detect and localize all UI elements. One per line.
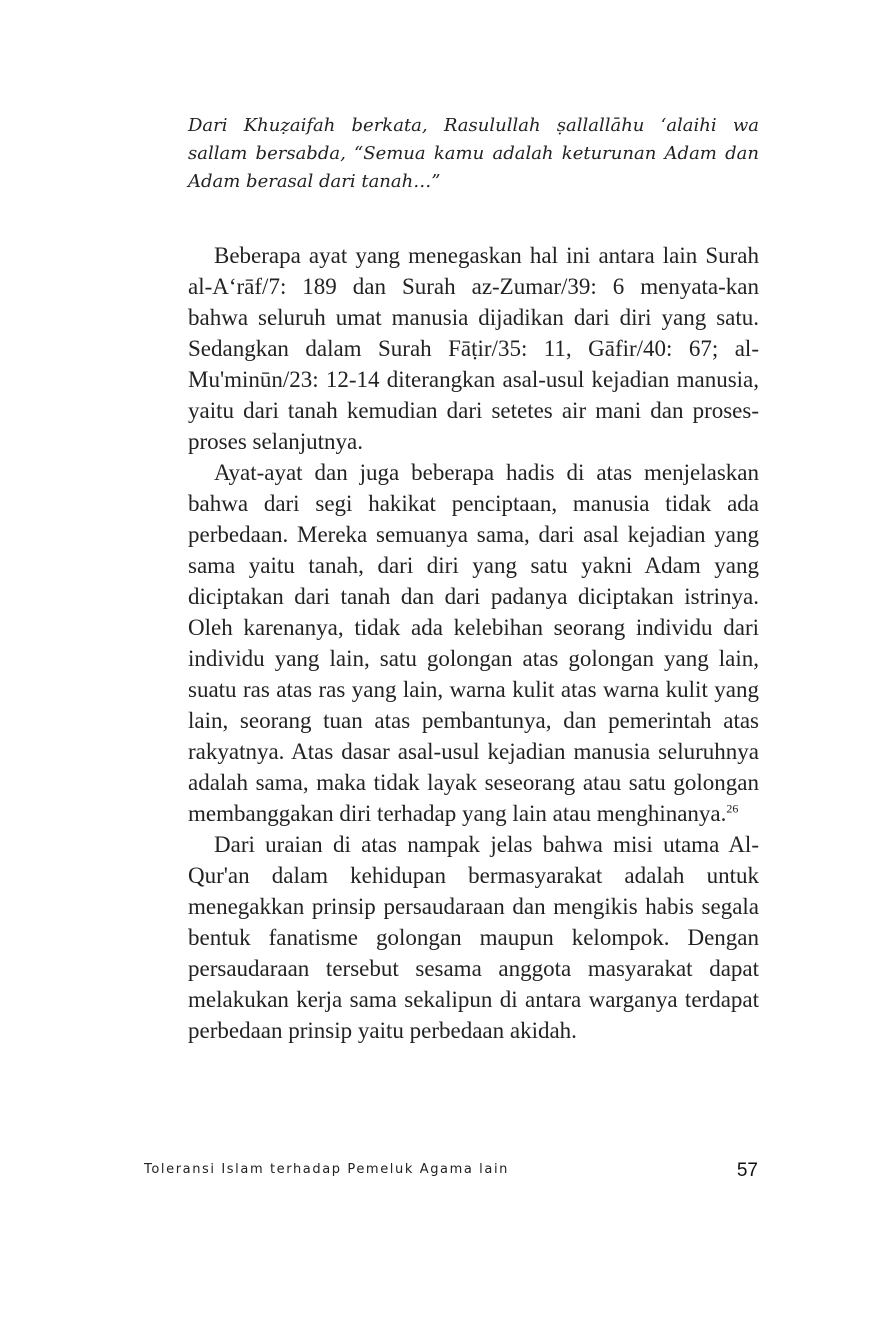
paragraph-text: Ayat-ayat dan juga beberapa hadis di atas menjelaskan bahwa dari segi hakikat penciptaan, manusia tidak ada perbedaan. Mereka semuanya sama, dari asal kejadian yang sama yaitu tanah, dari diri yang satu yakni Adam yang diciptakan dari tanah dan dari padanya diciptakan istrinya. Oleh karenanya, tidak ada kelebihan seorang individu dari individu yang lain, satu golongan atas golongan yang lain, suatu ras atas ras yang lain, warna kulit atas warna kulit yang lain, seorang tuan atas pembantunya, dan pemerintah atas rakyatnya. Atas dasar asal-usul kejadian manusia seluruhnya adalah sama, maka tidak layak seseorang atau satu golongan membanggakan diri terhadap yang lain atau menghinanya.	[188, 460, 759, 826]
paragraph	[188, 457, 759, 829]
paragraph-text: Dari uraian di atas nampak jelas bahwa misi utama Al-Qur'an dalam kehidupan bermasyarakat adalah untuk menegakkan prinsip persaudaraan dan mengikis habis segala bentuk fanatisme golongan maupun kelompok. Dengan persaudaraan tersebut sesama anggota masyarakat dapat melakukan kerja sama sekalipun di antara warganya terdapat perbedaan prinsip yaitu perbedaan akidah.	[188, 832, 759, 1043]
paragraph	[188, 829, 759, 1046]
page-footer	[144, 1160, 760, 1186]
footnote-reference[interactable]: 26	[726, 801, 739, 816]
page-number: 57	[736, 1160, 758, 1181]
hadith-quote: Dari Khuẓaifah berkata, Rasulullah ṣallallāhu ‘alaihi wa sallam bersabda, “Semua kamu adalah keturunan Adam dan Adam berasal dari tanah…”	[188, 115, 759, 192]
paragraph	[188, 240, 759, 457]
page-content	[188, 112, 759, 1046]
paragraph-text: Beberapa ayat yang menegaskan hal ini antara lain Surah al-A‘rāf/7: 189 dan Surah az-Zumar/39: 6 menyata-kan bahwa seluruh umat manusia dijadikan dari diri yang satu. Sedangkan dalam Surah Fāṭir/35: 11, Gāfir/40: 67; al-Mu'minūn/23: 12-14 diterangkan asal-usul kejadian manusia, yaitu dari tanah kemudian dari setetes air mani dan proses-proses selanjutnya.	[188, 243, 759, 454]
running-footer-title: Toleransi Islam terhadap Pemeluk Agama lain	[144, 1162, 510, 1177]
